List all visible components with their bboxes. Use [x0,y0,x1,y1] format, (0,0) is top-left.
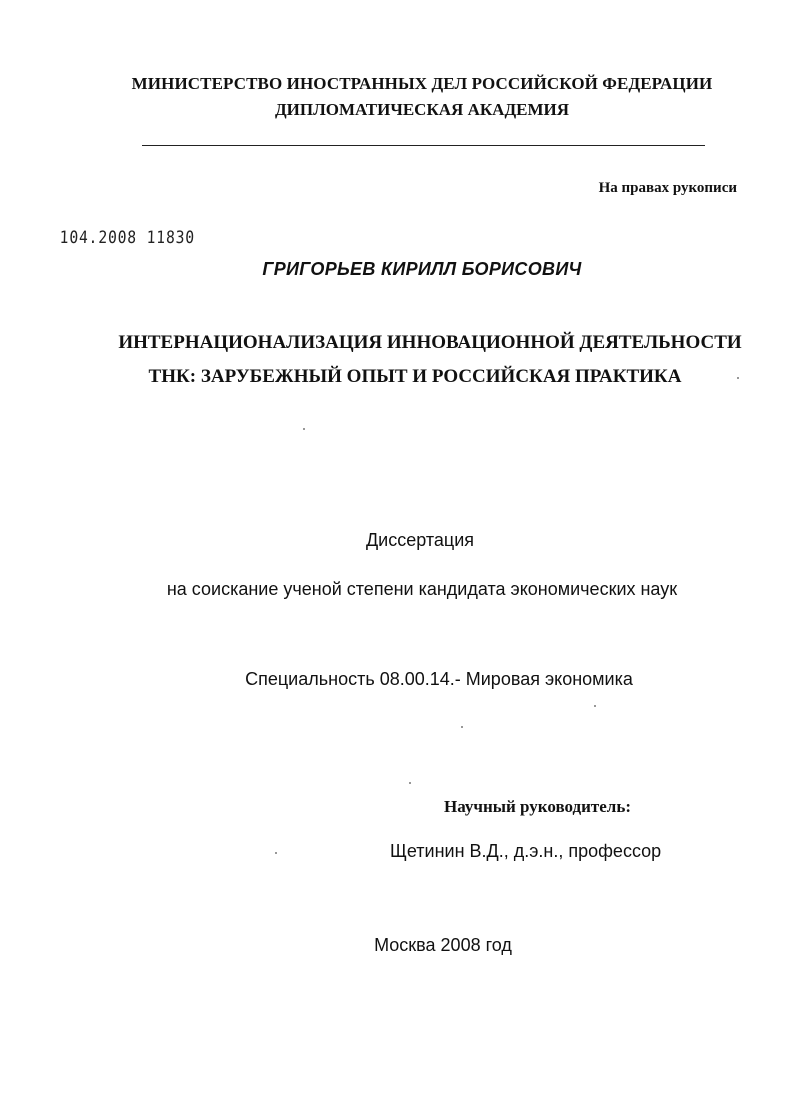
library-stamp-number: 104.2008 11830 [59,228,196,248]
scan-speck [594,705,596,707]
scan-speck [461,726,463,728]
scan-speck [737,377,739,379]
author-name: ГРИГОРЬЕВ КИРИЛЛ БОРИСОВИЧ [262,259,582,279]
dissertation-title-line-1: ИНТЕРНАЦИОНАЛИЗАЦИЯ ИННОВАЦИОННОЙ ДЕЯТЕЛЬНОСТИ [118,332,742,353]
scan-speck [275,852,277,854]
specialty: Специальность 08.00.14.- Мировая экономика [245,669,633,689]
ministry-name: МИНИСТЕРСТВО ИНОСТРАННЫХ ДЕЛ РОССИЙСКОЙ ФЕДЕРАЦИИ [131,74,713,93]
academy-name: ДИПЛОМАТИЧЕСКАЯ АКАДЕМИЯ [274,100,570,119]
scan-speck [303,428,305,430]
scan-speck [409,782,411,784]
work-type: Диссертация [365,530,475,550]
manuscript-note: На правах рукописи [598,180,737,196]
city-year: Москва 2008 год [374,935,512,955]
header-divider [142,145,705,146]
dissertation-title-line-2: ТНК: ЗАРУБЕЖНЫЙ ОПЫТ И РОССИЙСКАЯ ПРАКТИКА [148,366,682,387]
supervisor-label: Научный руководитель: [444,797,631,816]
supervisor-name: Щетинин В.Д., д.э.н., профессор [390,841,662,861]
degree-statement: на соискание ученой степени кандидата экономических наук [166,579,678,599]
